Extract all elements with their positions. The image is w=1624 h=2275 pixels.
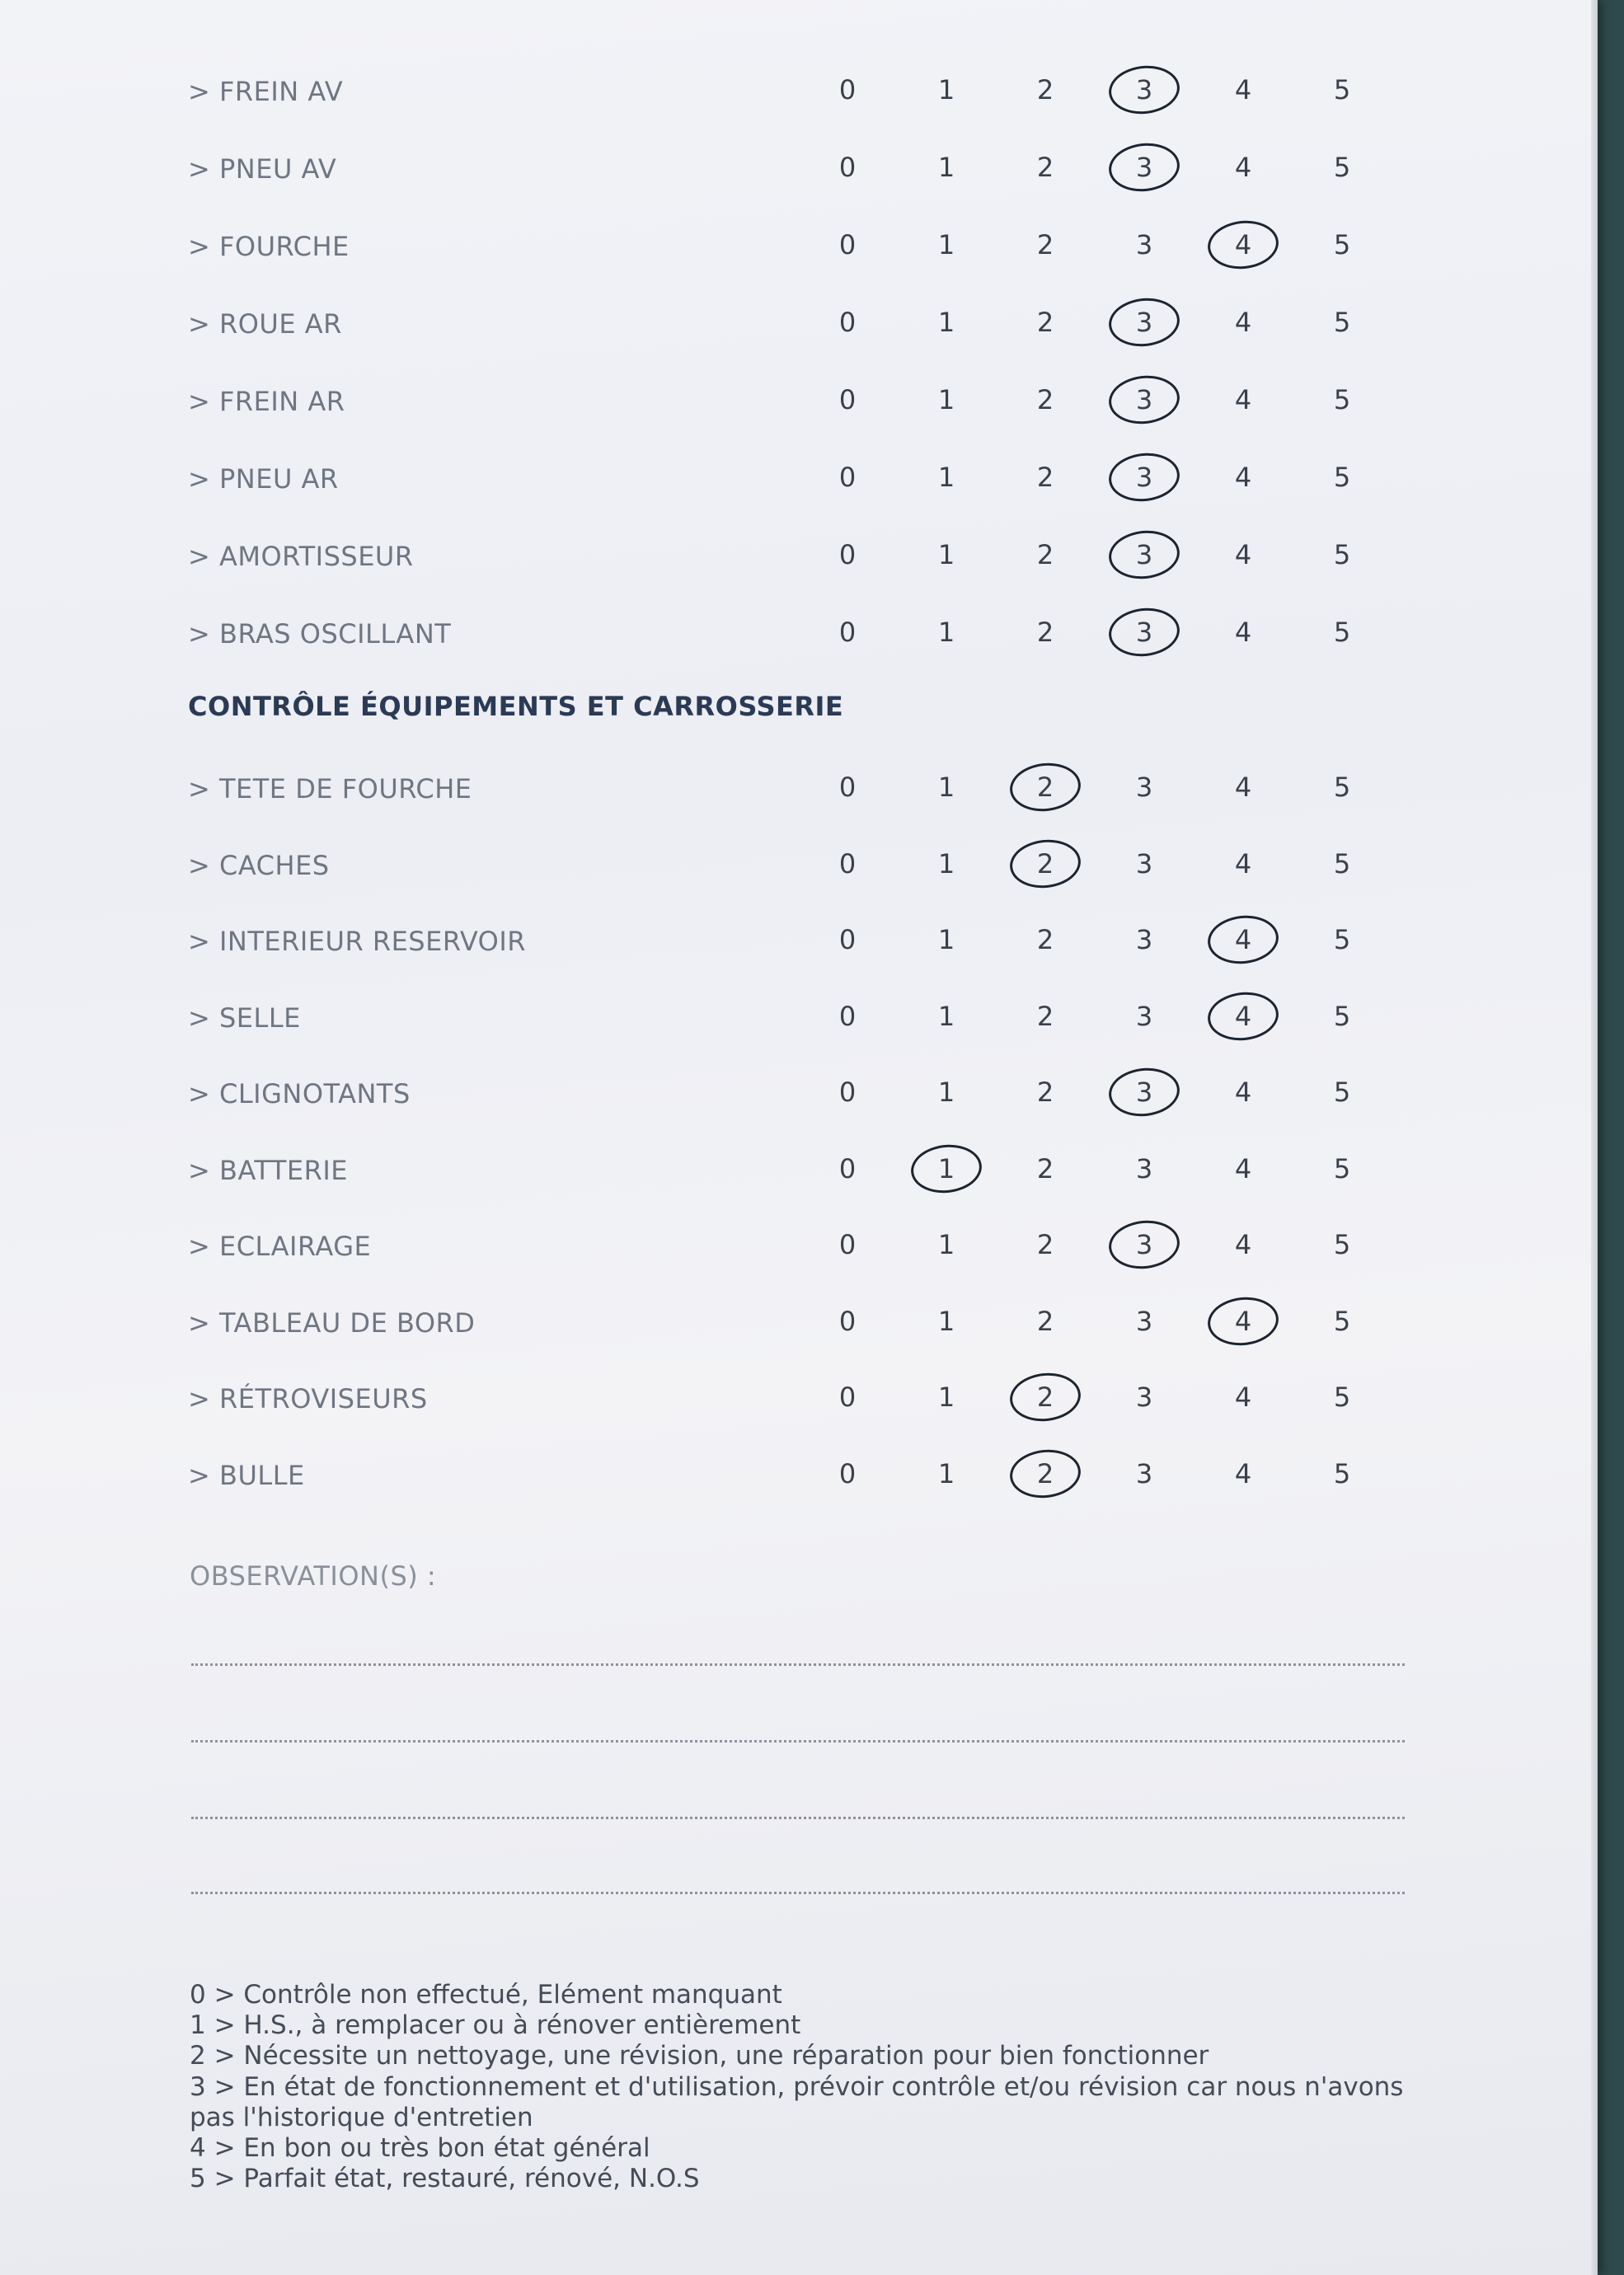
score-option-4[interactable]: 4 — [1234, 1000, 1252, 1032]
score-option-1[interactable]: 1 — [937, 307, 955, 338]
score-option-0[interactable]: 0 — [838, 1305, 857, 1337]
score-option-0[interactable]: 0 — [838, 1381, 857, 1413]
score-option-5[interactable]: 5 — [1333, 152, 1351, 183]
score-option-2[interactable]: 2 — [1036, 924, 1054, 955]
score-option-0[interactable]: 0 — [838, 1077, 857, 1108]
legend-item: 5 > Parfait état, restauré, rénové, N.O.S — [190, 2164, 700, 2194]
score-option-5[interactable]: 5 — [1333, 1077, 1351, 1108]
score-option-3[interactable]: 3 — [1135, 1000, 1153, 1032]
item-label: > BATTERIE — [188, 1154, 348, 1186]
score-option-2[interactable]: 2 — [1036, 539, 1054, 570]
checklist-row — [0, 986, 1598, 1044]
legend-item: 3 > En état de fonctionnement et d'utilisation, prévoir contrôle et/ou révision car nous n'avons pas l'historique d'entretien — [190, 2071, 1404, 2132]
score-option-5[interactable]: 5 — [1333, 384, 1351, 415]
score-option-1[interactable]: 1 — [937, 924, 955, 955]
score-option-3[interactable]: 3 — [1135, 1381, 1153, 1413]
score-option-4[interactable]: 4 — [1234, 847, 1252, 880]
selected-score-circle — [1007, 836, 1083, 891]
item-label: > TABLEAU DE BORD — [188, 1306, 476, 1339]
score-option-2[interactable]: 2 — [1036, 1381, 1054, 1413]
score-option-1[interactable]: 1 — [937, 1381, 955, 1413]
selected-score-circle — [1205, 218, 1281, 273]
score-option-1[interactable]: 1 — [937, 539, 955, 570]
score-option-2[interactable]: 2 — [1036, 847, 1054, 880]
score-option-4[interactable]: 4 — [1234, 1381, 1252, 1413]
score-option-5[interactable]: 5 — [1333, 1229, 1351, 1260]
score-option-2[interactable]: 2 — [1036, 1000, 1054, 1032]
item-label: > BULLE — [188, 1459, 305, 1491]
checklist-row — [0, 214, 1598, 272]
selected-score-circle — [1106, 528, 1182, 583]
score-option-2[interactable]: 2 — [1036, 74, 1054, 106]
score-option-4[interactable]: 4 — [1234, 1457, 1252, 1489]
score-option-5[interactable]: 5 — [1333, 1152, 1351, 1184]
item-label: > PNEU AV — [188, 153, 337, 185]
checklist-row — [0, 1291, 1598, 1349]
score-option-5[interactable]: 5 — [1333, 924, 1351, 955]
score-option-3[interactable]: 3 — [1135, 229, 1153, 260]
checklist-row — [0, 833, 1598, 891]
score-option-4[interactable]: 4 — [1234, 1229, 1252, 1260]
score-option-4[interactable]: 4 — [1234, 74, 1252, 106]
score-option-0[interactable]: 0 — [838, 152, 857, 183]
score-option-4[interactable]: 4 — [1234, 462, 1252, 493]
score-option-4[interactable]: 4 — [1234, 152, 1252, 183]
item-label: > FREIN AR — [188, 386, 345, 417]
score-option-5[interactable]: 5 — [1333, 1305, 1351, 1337]
score-option-1[interactable]: 1 — [937, 1000, 955, 1032]
score-option-2[interactable]: 2 — [1036, 1077, 1054, 1108]
checklist-row — [0, 909, 1598, 967]
selected-score-circle — [1106, 140, 1182, 195]
checklist-row — [0, 447, 1598, 504]
score-option-0[interactable]: 0 — [838, 1000, 857, 1032]
score-option-2[interactable]: 2 — [1036, 384, 1054, 415]
score-option-1[interactable]: 1 — [937, 772, 955, 803]
score-option-3[interactable]: 3 — [1135, 1305, 1153, 1337]
score-option-2[interactable]: 2 — [1036, 1229, 1054, 1260]
checklist-row — [0, 1367, 1598, 1424]
score-option-4[interactable]: 4 — [1234, 772, 1252, 803]
score-option-3[interactable]: 3 — [1135, 74, 1153, 106]
score-option-2[interactable]: 2 — [1036, 307, 1054, 338]
selected-score-circle — [1205, 988, 1281, 1044]
checklist-row — [0, 524, 1598, 582]
score-option-2[interactable]: 2 — [1036, 617, 1054, 648]
item-label: > INTERIEUR RESERVOIR — [188, 926, 526, 957]
score-option-3[interactable]: 3 — [1135, 1229, 1153, 1260]
score-option-4[interactable]: 4 — [1234, 924, 1252, 955]
score-option-2[interactable]: 2 — [1036, 229, 1054, 260]
score-option-3[interactable]: 3 — [1135, 1152, 1153, 1184]
score-option-1[interactable]: 1 — [937, 617, 955, 648]
score-option-1[interactable]: 1 — [937, 462, 955, 493]
observation-line[interactable] — [191, 1740, 1405, 1743]
score-option-3[interactable]: 3 — [1135, 539, 1153, 570]
item-label: > CACHES — [188, 849, 330, 881]
score-option-2[interactable]: 2 — [1036, 772, 1054, 803]
checklist-row — [0, 369, 1598, 427]
score-option-1[interactable]: 1 — [937, 847, 955, 880]
selected-score-circle — [908, 1141, 984, 1196]
checklist-row — [0, 137, 1598, 195]
score-option-0[interactable]: 0 — [838, 1152, 857, 1184]
legend-item: 4 > En bon ou très bon état général — [190, 2132, 650, 2163]
observation-line[interactable] — [191, 1663, 1405, 1666]
item-label: > ROUE AR — [188, 308, 342, 340]
score-option-4[interactable]: 4 — [1234, 229, 1252, 260]
score-option-1[interactable]: 1 — [937, 1077, 955, 1108]
checklist-row — [0, 1138, 1598, 1196]
checklist-row — [0, 1443, 1598, 1501]
score-option-0[interactable]: 0 — [838, 924, 857, 955]
score-option-3[interactable]: 3 — [1135, 1457, 1153, 1489]
checklist-row — [0, 292, 1598, 349]
selected-score-circle — [1106, 1217, 1182, 1273]
observation-line[interactable] — [191, 1817, 1405, 1819]
checklist-row — [0, 757, 1598, 814]
item-label: > CLIGNOTANTS — [188, 1078, 411, 1109]
score-option-4[interactable]: 4 — [1234, 1152, 1252, 1184]
score-option-3[interactable]: 3 — [1135, 847, 1153, 880]
score-option-5[interactable]: 5 — [1333, 539, 1351, 570]
score-option-3[interactable]: 3 — [1135, 307, 1153, 338]
legend-item: 2 > Nécessite un nettoyage, une révision, une réparation pour bien fonctionner — [190, 2041, 1209, 2071]
score-option-5[interactable]: 5 — [1333, 74, 1351, 106]
score-option-5[interactable]: 5 — [1333, 617, 1351, 648]
score-option-3[interactable]: 3 — [1135, 1077, 1153, 1108]
score-option-4[interactable]: 4 — [1234, 539, 1252, 570]
score-option-4[interactable]: 4 — [1234, 384, 1252, 415]
selected-score-circle — [1106, 63, 1182, 118]
score-option-0[interactable]: 0 — [838, 307, 857, 338]
selected-score-circle — [1007, 760, 1083, 815]
item-label: > FREIN AV — [188, 76, 344, 107]
selected-score-circle — [1106, 605, 1182, 660]
score-option-4[interactable]: 4 — [1234, 1305, 1252, 1337]
score-option-0[interactable]: 0 — [838, 384, 857, 415]
item-label: > AMORTISSEUR — [188, 541, 414, 572]
score-option-2[interactable]: 2 — [1036, 152, 1054, 183]
selected-score-circle — [1106, 373, 1182, 428]
score-option-3[interactable]: 3 — [1135, 772, 1153, 803]
score-option-0[interactable]: 0 — [838, 617, 857, 648]
item-label: > TETE DE FOURCHE — [188, 773, 472, 804]
legend-item: 0 > Contrôle non effectué, Elément manquant — [190, 1980, 782, 2010]
score-option-0[interactable]: 0 — [838, 462, 857, 493]
score-option-1[interactable]: 1 — [937, 74, 955, 106]
score-option-0[interactable]: 0 — [838, 1457, 857, 1489]
score-option-1[interactable]: 1 — [937, 384, 955, 415]
score-option-2[interactable]: 2 — [1036, 1152, 1054, 1184]
checklist-row — [0, 602, 1598, 659]
selected-score-circle — [1106, 1065, 1182, 1120]
score-option-1[interactable]: 1 — [937, 1229, 955, 1260]
score-option-1[interactable]: 1 — [937, 1152, 955, 1184]
legend-item: 1 > H.S., à remplacer ou à rénover entièrement — [190, 2010, 801, 2041]
score-option-0[interactable]: 0 — [838, 847, 857, 880]
score-option-1[interactable]: 1 — [937, 1457, 955, 1489]
score-option-4[interactable]: 4 — [1234, 1077, 1252, 1108]
item-label: > PNEU AR — [188, 463, 339, 495]
score-option-3[interactable]: 3 — [1135, 384, 1153, 415]
score-option-5[interactable]: 5 — [1333, 1000, 1351, 1032]
score-option-0[interactable]: 0 — [838, 772, 857, 803]
selected-score-circle — [1007, 1370, 1083, 1425]
score-option-1[interactable]: 1 — [937, 152, 955, 183]
score-option-3[interactable]: 3 — [1135, 924, 1153, 955]
score-option-3[interactable]: 3 — [1135, 617, 1153, 648]
score-option-5[interactable]: 5 — [1333, 307, 1351, 338]
score-option-5[interactable]: 5 — [1333, 772, 1351, 803]
score-option-0[interactable]: 0 — [838, 539, 857, 570]
observation-line[interactable] — [191, 1892, 1405, 1894]
item-label: > RÉTROVISEURS — [188, 1383, 428, 1414]
score-option-5[interactable]: 5 — [1333, 229, 1351, 260]
selected-score-circle — [1205, 1293, 1281, 1349]
checklist-row — [0, 1062, 1598, 1119]
selected-score-circle — [1106, 295, 1182, 350]
item-label: > BRAS OSCILLANT — [188, 618, 452, 650]
selected-score-circle — [1007, 1446, 1083, 1501]
score-option-4[interactable]: 4 — [1234, 617, 1252, 648]
score-option-4[interactable]: 4 — [1234, 307, 1252, 338]
section-title: CONTRÔLE ÉQUIPEMENTS ET CARROSSERIE — [188, 691, 844, 722]
score-option-1[interactable]: 1 — [937, 229, 955, 260]
score-option-3[interactable]: 3 — [1135, 152, 1153, 183]
score-option-0[interactable]: 0 — [838, 229, 857, 260]
score-option-5[interactable]: 5 — [1333, 847, 1351, 880]
score-option-2[interactable]: 2 — [1036, 1457, 1054, 1489]
selected-score-circle — [1205, 912, 1281, 968]
item-label: > ECLAIRAGE — [188, 1231, 372, 1262]
checklist-row — [0, 1214, 1598, 1272]
score-option-2[interactable]: 2 — [1036, 1305, 1054, 1337]
checklist-row — [0, 59, 1598, 117]
item-label: > FOURCHE — [188, 231, 350, 262]
selected-score-circle — [1106, 450, 1182, 505]
score-option-1[interactable]: 1 — [937, 1305, 955, 1337]
score-option-3[interactable]: 3 — [1135, 462, 1153, 493]
score-option-0[interactable]: 0 — [838, 74, 857, 106]
score-option-2[interactable]: 2 — [1036, 462, 1054, 493]
score-option-5[interactable]: 5 — [1333, 462, 1351, 493]
observations-label: OBSERVATION(S) : — [190, 1560, 437, 1592]
score-option-5[interactable]: 5 — [1333, 1457, 1351, 1489]
legend — [190, 1980, 1426, 2194]
score-option-5[interactable]: 5 — [1333, 1381, 1351, 1413]
item-label: > SELLE — [188, 1001, 301, 1034]
score-option-0[interactable]: 0 — [838, 1229, 857, 1260]
